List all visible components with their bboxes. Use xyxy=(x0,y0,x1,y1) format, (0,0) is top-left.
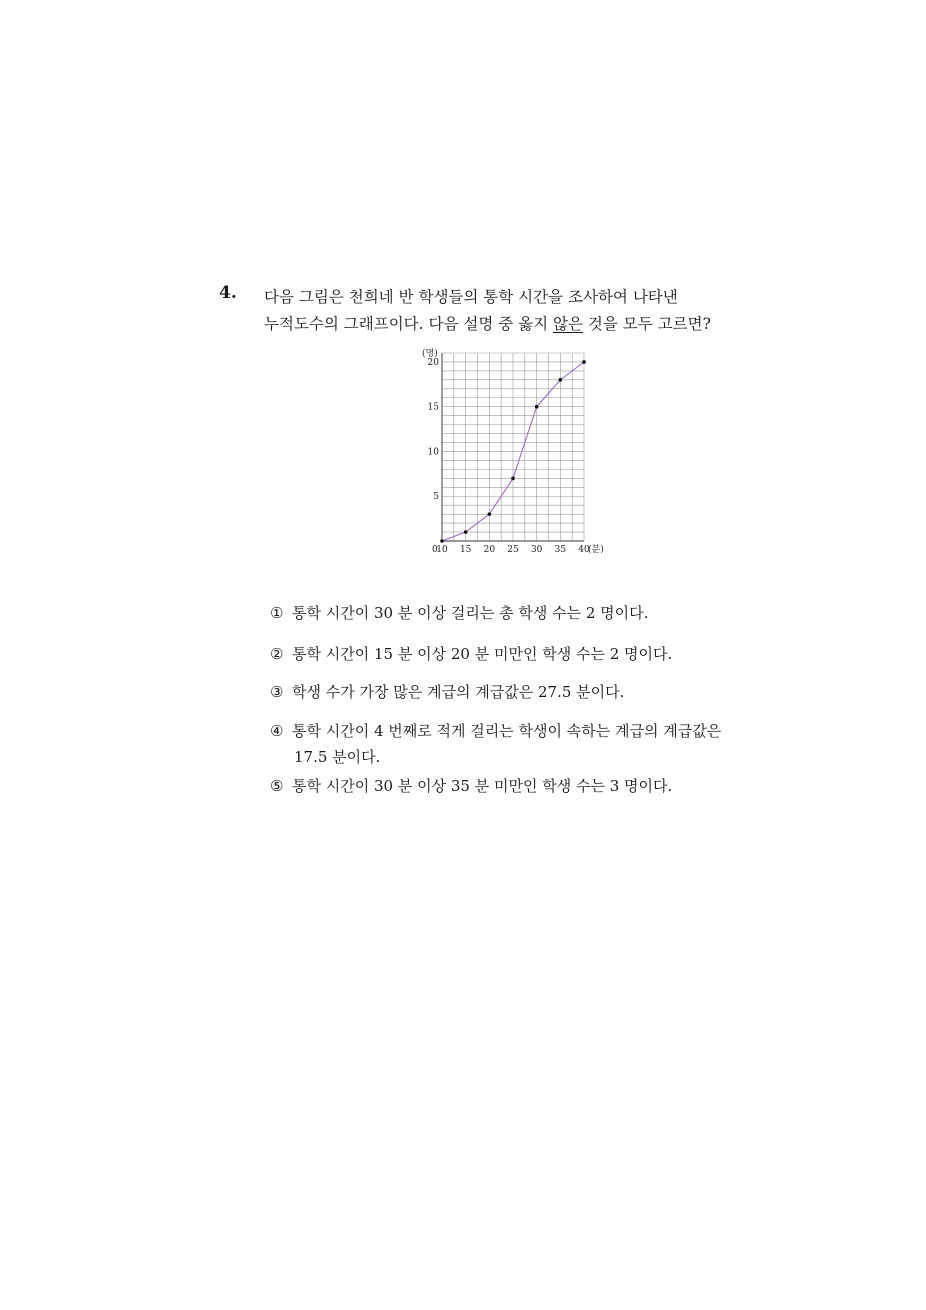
option-5 xyxy=(270,775,672,796)
x-tick-label: 25 xyxy=(507,545,519,555)
y-tick-label: 5 xyxy=(433,492,439,503)
x-tick-label: 35 xyxy=(554,545,567,555)
option-marker: ② xyxy=(270,645,284,663)
option-4 xyxy=(270,720,721,741)
option-text: 통학 시간이 15 분 이상 20 분 미만인 학생 수는 2 명이다. xyxy=(292,645,673,663)
question-stem-line2 xyxy=(264,312,711,334)
cumulative-frequency-chart xyxy=(410,342,610,562)
data-point xyxy=(464,530,468,534)
x-tick-label: 15 xyxy=(459,545,472,555)
option-marker: ④ xyxy=(270,722,284,740)
data-point xyxy=(559,378,563,382)
y-tick-label: 10 xyxy=(427,447,439,458)
stem-text-a: 누적도수의 그래프이다. 다음 설명 중 옳지 xyxy=(264,315,554,333)
y-axis-unit: (명) xyxy=(422,349,438,359)
data-point xyxy=(511,477,515,481)
y-tick-label: 20 xyxy=(427,357,439,368)
x-axis-unit: (분) xyxy=(588,545,604,555)
option-marker: ③ xyxy=(270,683,284,701)
question-stem-line1: 다음 그림은 천희네 반 학생들의 통학 시간을 조사하여 나타낸 xyxy=(264,288,678,306)
data-point xyxy=(535,405,539,409)
data-point xyxy=(440,539,444,543)
option-text: 통학 시간이 4 번째로 적게 걸리는 학생이 속하는 계급의 계급값은 xyxy=(292,722,722,740)
option-4-continuation: 17.5 분이다. xyxy=(294,748,381,766)
option-text: 학생 수가 가장 많은 계급의 계급값은 27.5 분이다. xyxy=(292,683,625,701)
x-tick-label: 10 xyxy=(436,545,448,555)
option-marker: ① xyxy=(270,604,284,622)
stem-underlined-word: 않은 xyxy=(553,315,583,333)
option-3 xyxy=(270,681,624,702)
data-point xyxy=(582,360,586,364)
x-tick-label: 40 xyxy=(578,545,590,555)
option-1 xyxy=(270,602,648,623)
data-point xyxy=(488,512,492,516)
option-text: 통학 시간이 30 분 이상 35 분 미만인 학생 수는 3 명이다. xyxy=(292,777,673,795)
option-marker: ⑤ xyxy=(270,777,284,795)
chart-grid xyxy=(442,353,584,541)
x-tick-label: 20 xyxy=(483,545,496,555)
option-2 xyxy=(270,643,672,664)
option-text: 통학 시간이 30 분 이상 걸리는 총 학생 수는 2 명이다. xyxy=(292,604,649,622)
tick-labels xyxy=(428,358,590,555)
origin-label: 0 xyxy=(432,545,438,555)
stem-text-b: 것을 모두 고르면? xyxy=(582,315,711,333)
question-number: 4. xyxy=(219,283,237,303)
x-tick-label: 30 xyxy=(530,545,543,555)
y-tick-label: 15 xyxy=(427,402,439,413)
